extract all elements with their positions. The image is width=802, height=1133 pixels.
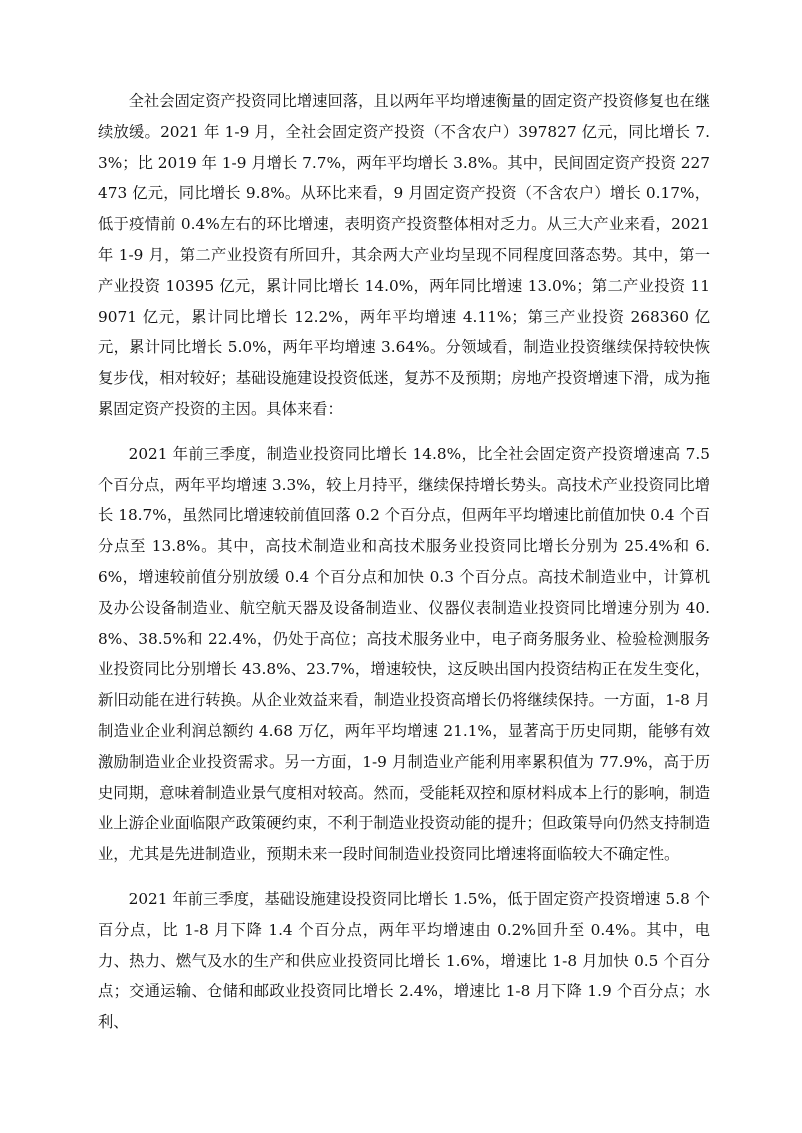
- paragraph-fixed-asset-overview: 全社会固定资产投资同比增速回落，且以两年平均增速衡量的固定资产投资修复也在继续放缓。2021 年 1-9 月，全社会固定资产投资（不含农户）397827 亿元，同比增长 7.3%；比 2019 年 1-9 月增长 7.7%，两年平均增长 3.8%。其中，民间固定资产投资 227473 亿元，同比增长 9.8%。从环比来看，9 月固定资产投资（不含农户）增长 0.17%，低于疫情前 0.4%左右的环比增速，表明资产投资整体相对乏力。从三大产业来看，2021 年 1-9 月，第二产业投资有所回升，其余两大产业均呈现不同程度回落态势。其中，第一产业投资 10395 亿元，累计同比增长 14.0%，两年同比增速 13.0%；第二产业投资 119071 亿元，累计同比增长 12.2%，两年平均增速 4.11%；第三产业投资 268360 亿元，累计同比增长 5.0%，两年平均增速 3.64%。分领域看，制造业投资继续保持较快恢复步伐，相对较好；基础设施建设投资低迷，复苏不及预期；房地产投资增速下滑，成为拖累固定资产投资的主因。具体来看：: [98, 92, 710, 418]
- body-text: [98, 86, 710, 1038]
- paragraph-manufacturing-investment: 2021 年前三季度，制造业投资同比增长 14.8%，比全社会固定资产投资增速高 7.5 个百分点，两年平均增速 3.3%，较上月持平，继续保持增长势头。高技术产业投资同比增长 18.7%，虽然同比增速较前值回落 0.2 个百分点，但两年平均增速比前值加快 0.4 个百分点至 13.8%。其中，高技术制造业和高技术服务业投资同比增长分别为 25.4%和 6.6%，增速较前值分别放缓 0.4 个百分点和加快 0.3 个百分点。高技术制造业中，计算机及办公设备制造业、航空航天器及设备制造业、仪器仪表制造业投资同比增速分别为 40.8%、38.5%和 22.4%，仍处于高位；高技术服务业中，电子商务服务业、检验检测服务业投资同比分别增长 43.8%、23.7%，增速较快，这反映出国内投资结构正在发生变化，新旧动能在进行转换。从企业效益来看，制造业投资高增长仍将继续保持。一方面，1-8 月制造业企业利润总额约 4.68 万亿，两年平均增速 21.1%，显著高于历史同期，能够有效激励制造业企业投资需求。另一方面，1-9 月制造业产能利用率累积值为 77.9%，高于历史同期，意味着制造业景气度相对较高。然而，受能耗双控和原材料成本上行的影响，制造业上游企业面临限产政策硬约束，不利于制造业投资动能的提升；但政策导向仍然支持制造业，尤其是先进制造业，预期未来一段时间制造业投资同比增速将面临较大不确定性。: [98, 444, 710, 864]
- paragraph-infrastructure-investment: 2021 年前三季度，基础设施建设投资同比增长 1.5%，低于固定资产投资增速 5.8 个百分点，比 1-8 月下降 1.4 个百分点，两年平均增速由 0.2%回升至 0.4%。其中，电力、热力、燃气及水的生产和供应业投资同比增长 1.6%，增速比 1-8 月加快 0.5 个百分点；交通运输、仓储和邮政业投资同比增长 2.4%，增速比 1-8 月下降 1.9 个百分点；水利、: [98, 889, 710, 1032]
